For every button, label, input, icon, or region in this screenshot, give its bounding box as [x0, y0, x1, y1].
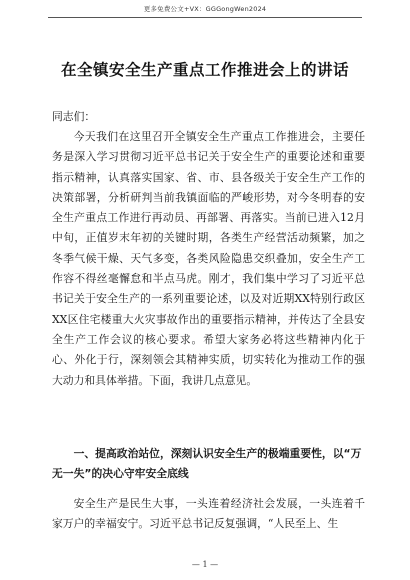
document-title: 在全镇安全生产重点工作推进会上的讲话	[60, 61, 349, 79]
section-heading-1: 一、提高政治站位，深刻认识安全生产的极端重要性，以“万无一失”的决心守牢安全底线	[52, 447, 362, 481]
header-divider	[48, 17, 362, 18]
header-note: 更多免费公文+VX：GGGongWen2024	[143, 5, 267, 13]
body-paragraph-2: 安全生产是民生大事，一头连着经济社会发展，一头连着千家万户的幸福安宁。习近平总书记反复强调，“人民至上、生	[52, 497, 365, 531]
salutation: 同志们：	[52, 110, 96, 123]
body-paragraph-1: 今天我们在这里召开全镇安全生产重点工作推进会，主要任务是深入学习贯彻习近平总书记关于安全生产的重要论述和重要指示精神，认真落实国家、省、市、县各级关于安全生产工作的决策部署，分析研判当前我镇面临的严峻形势，对今冬明春的安全生产重点工作进行再动员、再部署、再落实。当前已进入12月中旬，正值岁末年初的关键时期，各类生产经营活动频繁，加之冬季气候干燥、天气多变，各类风险隐患交织叠加，安全生产工作容不得丝毫懈怠和半点马虎。刚才，我们集中学习了习近平总书记关于安全生产的一系列重要论述，以及对近期XX特别行政区XX区住宅楼重大火灾事故作出的重要指示精神，并传达了全县安全生产工作会议的核心要求。希望大家务必将这些精神内化于心、外化于行，深刻领会其精神实质，切实转化为推动工作的强大动力和具体举措。下面，我讲几点意见。	[52, 130, 365, 387]
page-number: — 1 —	[191, 560, 219, 569]
